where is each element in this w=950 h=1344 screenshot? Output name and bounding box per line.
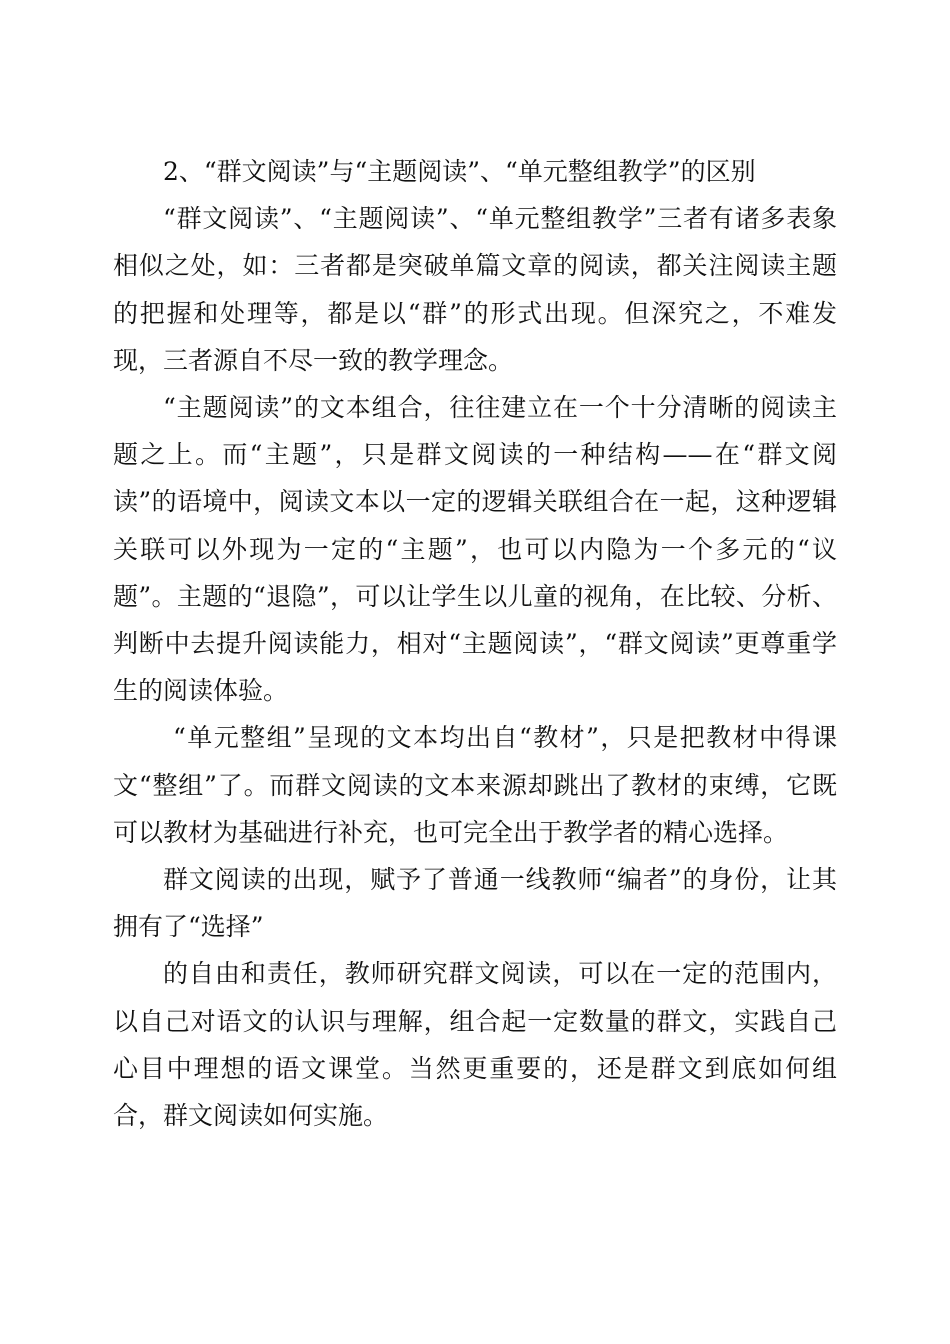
paragraph-2: “主题阅读”的文本组合，往往建立在一个十分清晰的阅读主题之上。而“主题”，只是群文阅读的一种结构——在“群文阅读”的语境中，阅读文本以一定的逻辑关联组合在一起，这种逻辑关联可以外现为一定的“主题”，也可以内隐为一个多元的“议题”。主题的“退隐”，可以让学生以儿童的视角，在比较、分析、判断中去提升阅读能力，相对“主题阅读”，“群文阅读”更尊重学生的阅读体验。 xyxy=(113,393,837,706)
paragraph-4: 群文阅读的出现，赋予了普通一线教师“编者”的身份，让其拥有了“选择” xyxy=(113,865,837,942)
section-heading: 2、“群文阅读”与“主题阅读”、“单元整组教学”的区别 xyxy=(163,157,756,186)
paragraph-5: 的自由和责任，教师研究群文阅读，可以在一定的范围内，以自己对语文的认识与理解，组合起一定数量的群文，实践自己心目中理想的语文课堂。当然更重要的，还是群文到底如何组合，群文阅读如何实施。 xyxy=(113,959,837,1131)
document-body xyxy=(113,148,837,1139)
paragraph-1: “群文阅读”、“主题阅读”、“单元整组教学”三者有诸多表象相似之处，如：三者都是突破单篇文章的阅读，都关注阅读主题的把握和处理等，都是以“群”的形式出现。但深究之，不难发现，三者源自不尽一致的教学理念。 xyxy=(113,204,837,375)
paragraph-3: “单元整组”呈现的文本均出自“教材”，只是把教材中得课文“整组”了。而群文阅读的文本来源却跳出了教材的束缚，它既可以教材为基础进行补充，也可完全出于教学者的精心选择。 xyxy=(113,723,837,847)
